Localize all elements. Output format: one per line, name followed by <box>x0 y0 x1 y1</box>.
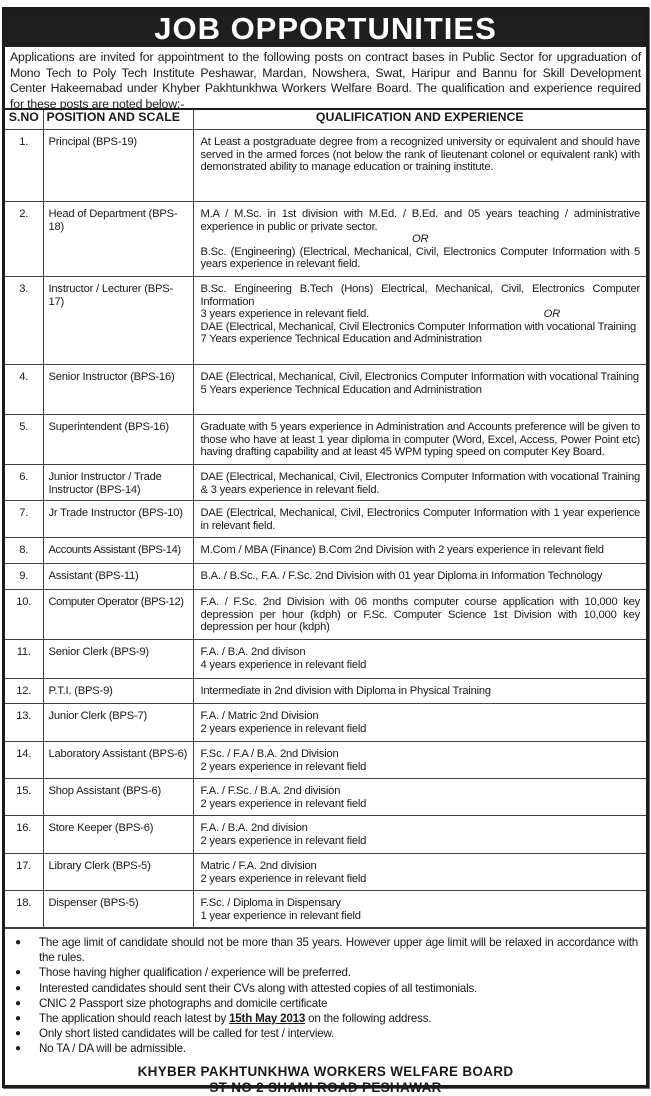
qualification-text: Matric / F.A. 2nd division <box>200 860 317 872</box>
row-sno: 11. <box>5 640 43 679</box>
row-position: Laboratory Assistant (BPS-6) <box>43 742 193 779</box>
qualification-text: DAE (Electrical, Mechanical, Civil, Electronics Computer Information with vocational Training & 3 years experience in relevant field. <box>200 471 640 496</box>
row-position: Junior Instructor / Trade Instructor (BPS-14) <box>43 465 193 501</box>
qualification-text: Graduate with 5 years experience in Administration and Accounts preference will be given to those who have at least 1 year diploma in computer (Word, Excel, Access, Power Point etc) having drafting capability and at least 45 WPM typing speed on computer Key Board. <box>200 421 640 459</box>
row-sno: 7. <box>5 501 43 538</box>
qualification-text: 2 years experience in relevant field <box>200 797 367 810</box>
row-sno: 9. <box>5 564 43 590</box>
row-qualification <box>193 640 646 679</box>
table-row <box>5 564 646 590</box>
row-qualification <box>193 277 646 365</box>
row-sno: 5. <box>5 415 43 465</box>
qualification-text: F.A. / B.A. 2nd divison <box>200 646 306 658</box>
bullet-icon: ● <box>15 1013 21 1025</box>
note-text: Interested candidates should sent their CVs along with attested copies of all testimonials. <box>39 981 478 995</box>
qualification-text: 2 years experience in relevant field <box>200 872 367 885</box>
row-sno: 14. <box>5 742 43 779</box>
row-position: Instructor / Lecturer (BPS-17) <box>43 277 193 365</box>
row-sno: 18. <box>5 891 43 928</box>
qualification-text: 7 Years experience Technical Education and Administration <box>200 333 482 346</box>
row-position: Jr Trade Instructor (BPS-10) <box>43 501 193 538</box>
row-position: Accounts Assistant (BPS-14) <box>43 538 193 564</box>
row-qualification <box>193 202 646 277</box>
qualification-text: 2 years experience in relevant field <box>200 834 367 847</box>
note-text: on the following address. <box>305 1012 432 1026</box>
note-text: Those having higher qualification / experience will be preferred. <box>39 966 351 980</box>
column-header-qualification: QUALIFICATION AND EXPERIENCE <box>193 110 646 130</box>
row-sno: 4. <box>5 365 43 415</box>
bullet-icon: ● <box>15 1028 21 1040</box>
row-sno: 12. <box>5 679 43 704</box>
table-header-row <box>5 110 646 130</box>
bullet-icon: ● <box>15 937 21 948</box>
table-row <box>5 130 646 202</box>
row-sno: 2. <box>5 202 43 277</box>
table-row <box>5 704 646 742</box>
row-qualification <box>193 854 646 891</box>
row-qualification <box>193 365 646 415</box>
qualification-text: 2 years experience in relevant field <box>200 722 367 735</box>
note-item <box>15 1011 638 1026</box>
qualification-text: B.Sc. Engineering B.Tech (Hons) Electrical, Mechanical, Civil, Electronics Computer Information <box>200 283 640 308</box>
row-position: Junior Clerk (BPS-7) <box>43 704 193 742</box>
row-sno: 10. <box>5 590 43 640</box>
row-sno: 8. <box>5 538 43 564</box>
row-position: Principal (BPS-19) <box>43 130 193 202</box>
note-text: The age limit of candidate should not be more than 35 years. However upper age limit will be relaxed in accordance with the rules. <box>39 936 638 965</box>
table-row <box>5 277 646 365</box>
organization-address: ST NO 2 SHAMI ROAD PESHAWAR <box>209 1079 442 1095</box>
row-position: Assistant (BPS-11) <box>43 564 193 590</box>
table-row <box>5 465 646 501</box>
row-position: Senior Clerk (BPS-9) <box>43 640 193 679</box>
table-row <box>5 816 646 854</box>
qualification-text: F.A. / F.Sc. 2nd Division with 06 months computer course application with 10,000 key depression per hour (kdph) or F.Sc. Computer Science 1st Division with 10,000 key depression per hour (kdph) <box>200 596 640 634</box>
qualification-text: B.A. / B.Sc., F.A. / F.Sc. 2nd Division with 01 year Diploma in Information Technology <box>200 570 603 582</box>
qualification-text: F.Sc. / Diploma in Dispensary <box>200 897 341 909</box>
qualification-text: F.A. / B.A. 2nd division <box>200 822 308 834</box>
note-item <box>15 996 638 1011</box>
note-item <box>15 981 638 996</box>
or-separator: OR <box>412 233 429 246</box>
table-row <box>5 891 646 928</box>
row-qualification <box>193 564 646 590</box>
page-title: JOB OPPORTUNITIES <box>5 10 646 47</box>
row-qualification <box>193 779 646 816</box>
bullet-icon: ● <box>15 982 21 994</box>
jobs-table <box>5 110 646 928</box>
note-text: CNIC 2 Passport size photographs and domicile certificate <box>39 996 328 1010</box>
qualification-text: 2 years experience in relevant field <box>200 760 367 773</box>
row-sno: 16. <box>5 816 43 854</box>
row-qualification <box>193 742 646 779</box>
note-item <box>15 1041 638 1056</box>
qualification-text: M.Com / MBA (Finance) B.Com 2nd Division with 2 years experience in relevant field <box>200 544 604 556</box>
qualification-text: 3 years experience in relevant field. <box>200 308 370 321</box>
table-row <box>5 742 646 779</box>
column-header-sno: S.NO <box>5 110 43 130</box>
note-item <box>15 1026 638 1041</box>
qualification-text: M.A / M.Sc. in 1st division with M.Ed. / B.Ed. and 05 years teaching / administrative experience in public or private sector. <box>200 208 640 233</box>
row-qualification <box>193 130 646 202</box>
qualification-text: 1 year experience in relevant field <box>200 909 361 922</box>
row-sno: 1. <box>5 130 43 202</box>
row-qualification <box>193 816 646 854</box>
notes-list <box>5 929 646 1057</box>
bullet-icon: ● <box>15 1043 21 1055</box>
row-qualification <box>193 465 646 501</box>
row-position: Computer Operator (BPS-12) <box>43 590 193 640</box>
note-item <box>15 965 638 980</box>
row-position: Dispenser (BPS-5) <box>43 891 193 928</box>
row-qualification <box>193 415 646 465</box>
deadline-date: 15th May 2013 <box>229 1012 306 1026</box>
qualification-text: At Least a postgraduate degree from a recognized university or equivalent and should have served in the armed forces (not below the rank of lieutenant colonel or equivalent rank) with demonstrated ability to manage education or training institute. <box>200 136 640 174</box>
qualification-text: DAE (Electrical, Mechanical, Civil, Electronics Computer Information with vocational Training <box>200 371 639 383</box>
row-position: Senior Instructor (BPS-16) <box>43 365 193 415</box>
row-position: P.T.I. (BPS-9) <box>43 679 193 704</box>
intro-paragraph: Applications are invited for appointment to the following posts on contract bases in Public Sector for upgraduation of Mono Tech to Poly Tech Institute Peshawar, Mardan, Nowshera, Swat, Haripur and Bannu for Skill Development Center Hakeemabad under Khyber Pakhtunkhwa Workers Welfare Board. The qualification and experience required for these posts are noted below:- <box>5 47 646 110</box>
row-qualification <box>193 704 646 742</box>
table-row <box>5 854 646 891</box>
row-position: Head of Department (BPS-18) <box>43 202 193 277</box>
row-sno: 15. <box>5 779 43 816</box>
qualification-text: DAE (Electrical, Mechanical, Civil, Electronics Computer Information with 1 year experience in relevant field. <box>200 507 640 532</box>
qualification-text: Intermediate in 2nd division with Diploma in Physical Training <box>200 685 491 697</box>
table-row <box>5 679 646 704</box>
table-row <box>5 501 646 538</box>
row-qualification <box>193 679 646 704</box>
row-sno: 6. <box>5 465 43 501</box>
row-position: Store Keeper (BPS-6) <box>43 816 193 854</box>
row-qualification <box>193 590 646 640</box>
table-row <box>5 415 646 465</box>
table-row <box>5 538 646 564</box>
row-sno: 17. <box>5 854 43 891</box>
note-text: The application should reach latest by <box>39 1012 230 1026</box>
row-qualification <box>193 891 646 928</box>
row-qualification <box>193 538 646 564</box>
table-row <box>5 779 646 816</box>
qualification-text: DAE (Electrical, Mechanical, Civil Electronics Computer Information with vocational Training <box>200 320 636 333</box>
qualification-text: F.A. / F.Sc. / B.A. 2nd division <box>200 785 341 797</box>
or-separator: OR <box>543 308 560 321</box>
row-qualification <box>193 501 646 538</box>
bullet-icon: ● <box>15 997 21 1009</box>
row-position: Superintendent (BPS-16) <box>43 415 193 465</box>
advertisement-frame <box>2 7 649 1095</box>
row-position: Shop Assistant (BPS-6) <box>43 779 193 816</box>
qualification-text: F.A. / Matric 2nd Division <box>200 710 319 722</box>
organization-name: KHYBER PAKHTUNKHWA WORKERS WELFARE BOARD <box>137 1063 514 1079</box>
row-sno: 13. <box>5 704 43 742</box>
table-row <box>5 202 646 277</box>
qualification-text: 5 Years experience Technical Education and Administration <box>200 383 482 396</box>
table-row <box>5 590 646 640</box>
note-text: No TA / DA will be admissible. <box>39 1042 186 1056</box>
row-position: Library Clerk (BPS-5) <box>43 854 193 891</box>
note-item <box>15 935 638 965</box>
address-block <box>5 1064 646 1096</box>
table-row <box>5 365 646 415</box>
note-text: Only short listed candidates will be called for test / interview. <box>39 1027 335 1041</box>
qualification-text: 4 years experience in relevant field <box>200 658 367 671</box>
qualification-text: F.Sc. / F.A / B.A. 2nd Division <box>200 748 339 760</box>
row-sno: 3. <box>5 277 43 365</box>
table-row <box>5 640 646 679</box>
qualification-text: B.Sc. (Engineering) (Electrical, Mechanical, Civil, Electronics Computer Information with 5 years experience in relevant field. <box>200 245 640 271</box>
bullet-icon: ● <box>15 967 21 979</box>
column-header-position: POSITION AND SCALE <box>43 110 193 130</box>
